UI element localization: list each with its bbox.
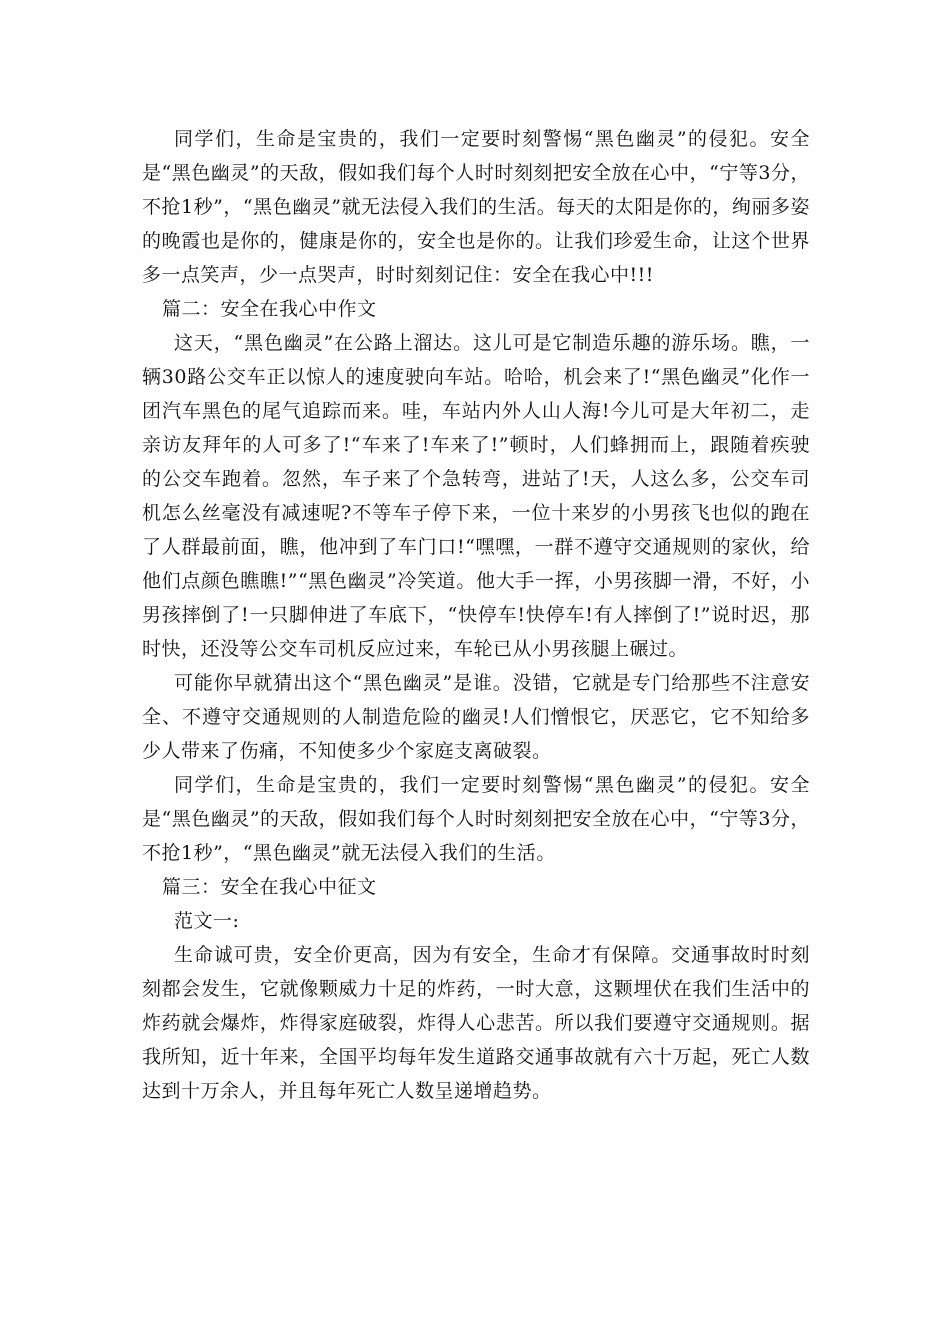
document-body — [142, 122, 810, 1108]
paragraph-4: 同学们，生命是宝贵的，我们一定要时刻警惕“黑色幽灵”的侵犯。安全是“黑色幽灵”的天敌，假如我们每个人时时刻刻把安全放在心中，“宁等3分，不抢1秒”，“黑色幽灵”就无法侵入我们的生活。 — [142, 774, 810, 864]
section-heading-2: 篇二：安全在我心中作文 — [162, 298, 377, 320]
paragraph-1: 同学们，生命是宝贵的，我们一定要时刻警惕“黑色幽灵”的侵犯。安全是“黑色幽灵”的天敌，假如我们每个人时时刻刻把安全放在心中，“宁等3分，不抢1秒”，“黑色幽灵”就无法侵入我们的生活。每天的太阳是你的，绚丽多姿的晚霞也是你的，健康是你的，安全也是你的。让我们珍爱生命，让这个世界多一点笑声，少一点哭声，时时刻刻记住：安全在我心中!!! — [142, 128, 810, 286]
sample-label: 范文一: — [174, 910, 240, 932]
section-heading-3: 篇三：安全在我心中征文 — [162, 876, 377, 898]
paragraph-2: 这天，“黑色幽灵”在公路上溜达。这儿可是它制造乐趣的游乐场。瞧，一辆30路公交车正以惊人的速度驶向车站。哈哈，机会来了!“黑色幽灵”化作一团汽车黑色的尾气追踪而来。哇，车站内外人山人海!今儿可是大年初二，走亲访友拜年的人可多了!“车来了!车来了!”顿时，人们蜂拥而上，跟随着疾驶的公交车跑着。忽然，车子来了个急转弯，进站了!天，人这么多，公交车司机怎么丝毫没有减速呢?不等车子停下来，一位十来岁的小男孩飞也似的跑在了人群最前面，瞧，他冲到了车门口!“嘿嘿，一群不遵守交通规则的家伙，给他们点颜色瞧瞧!”“黑色幽灵”冷笑道。他大手一挥，小男孩脚一滑，不好，小男孩摔倒了!一只脚伸进了车底下，“快停车!快停车!有人摔倒了!”说时迟，那时快，还没等公交车司机反应过来，车轮已从小男孩腿上碾过。 — [142, 332, 810, 660]
paragraph-5: 生命诚可贵，安全价更高，因为有安全，生命才有保障。交通事故时时刻刻都会发生，它就像颗威力十足的炸药，一时大意，这颗埋伏在我们生活中的炸药就会爆炸，炸得家庭破裂，炸得人心悲苦。所以我们要遵守交通规则。据我所知，近十年来，全国平均每年发生道路交通事故就有六十万起，死亡人数达到十万余人，并且每年死亡人数呈递增趋势。 — [142, 944, 810, 1102]
paragraph-3: 可能你早就猜出这个“黑色幽灵”是谁。没错，它就是专门给那些不注意安全、不遵守交通规则的人制造危险的幽灵!人们憎恨它，厌恶它，它不知给多少人带来了伤痛，不知使多少个家庭支离破裂。 — [142, 672, 810, 762]
